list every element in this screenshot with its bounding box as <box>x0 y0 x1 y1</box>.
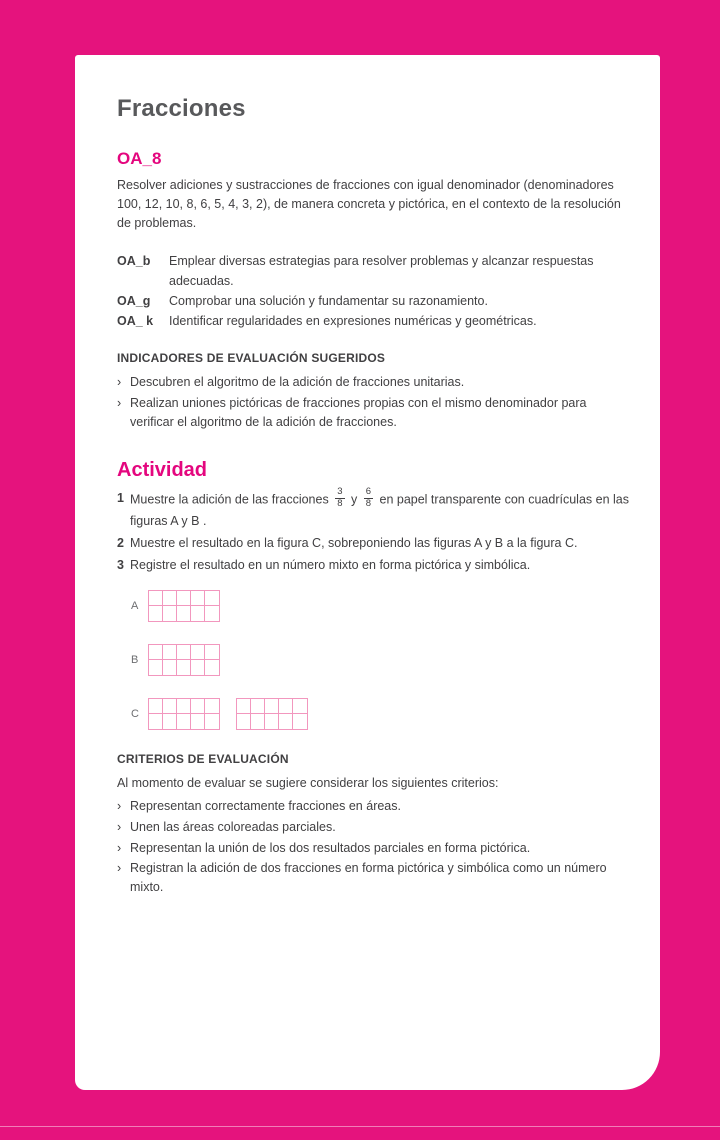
list-item-text: Representan correctamente fracciones en áreas. <box>130 799 401 814</box>
indicadores-heading: INDICADORES DE EVALUACIÓN SUGERIDOS <box>117 351 386 365</box>
list-item <box>117 394 630 432</box>
grid-cell <box>265 714 279 729</box>
figure-label: B <box>131 654 139 667</box>
footer-divider-line <box>0 1126 720 1127</box>
grid-cell <box>177 660 191 675</box>
chevron-bullet-icon: › <box>117 375 122 389</box>
oa-item <box>117 291 630 311</box>
content-card <box>75 55 660 1090</box>
indicadores-list <box>117 373 630 431</box>
step-number: 1 <box>117 491 124 506</box>
grid-cell <box>163 645 177 660</box>
grid-cell <box>251 714 265 729</box>
grid-cell <box>149 699 163 714</box>
fraction-grid-b <box>148 644 220 676</box>
grid-cell <box>163 591 177 606</box>
step-text <box>130 486 630 531</box>
figure-b-row <box>131 644 630 676</box>
grid-cell <box>191 699 205 714</box>
grid-cell <box>251 699 265 714</box>
grid-cell <box>191 714 205 729</box>
grid-cell <box>149 660 163 675</box>
fraction-numerator: 6 <box>365 486 372 498</box>
grid-cell <box>191 591 205 606</box>
oa-item-code: OA_g <box>117 294 151 308</box>
list-item <box>117 818 630 837</box>
figure-label: A <box>131 600 139 613</box>
fraction-denominator: 8 <box>365 498 372 510</box>
criterios-intro: Al momento de evaluar se sugiere considerar los siguientes criterios: <box>117 776 499 791</box>
chevron-bullet-icon: › <box>117 395 122 410</box>
grid-cell <box>177 645 191 660</box>
fraction-three-eighths <box>335 487 344 510</box>
grid-cell <box>149 591 163 606</box>
grid-cell <box>163 699 177 714</box>
fraction-grid-c2 <box>236 698 308 730</box>
grid-cell <box>163 660 177 675</box>
actividad-heading: Actividad <box>117 459 208 482</box>
page-title: Fracciones <box>117 95 246 122</box>
grid-cell <box>163 714 177 729</box>
activity-step <box>117 486 630 531</box>
grid-cell <box>279 714 293 729</box>
fraction-grid-c1 <box>148 698 220 730</box>
grid-cell <box>237 699 251 714</box>
list-item-text: Unen las áreas coloreadas parciales. <box>130 819 336 834</box>
grid-cell <box>205 606 219 621</box>
oa-item-code: OA_b <box>117 254 151 268</box>
list-item-text: Descubren el algoritmo de la adición de fracciones unitarias. <box>130 375 465 389</box>
step-number: 3 <box>117 557 124 572</box>
chevron-bullet-icon: › <box>117 861 122 876</box>
grid-cell <box>293 699 307 714</box>
figure-a-row <box>131 590 630 622</box>
oa-item <box>117 311 630 331</box>
chevron-bullet-icon: › <box>117 840 122 855</box>
oa-item-code: OA_ k <box>117 314 154 328</box>
step-number: 2 <box>117 535 124 550</box>
criterios-heading: CRITERIOS DE EVALUACIÓN <box>117 752 289 767</box>
grid-cell <box>279 699 293 714</box>
grid-cell <box>163 606 177 621</box>
grid-cell <box>177 699 191 714</box>
activity-steps <box>117 486 630 574</box>
oa-item-text: Identificar regularidades en expresiones numéricas y geométricas. <box>169 314 537 328</box>
list-item <box>117 839 630 858</box>
grid-cell <box>149 606 163 621</box>
list-item <box>117 859 630 897</box>
grid-cell <box>177 606 191 621</box>
grid-cell <box>205 645 219 660</box>
fraction-denominator: 8 <box>337 498 343 510</box>
list-item-text: Realizan uniones pictóricas de fracciones propias con el mismo denominador para verificar el algoritmo de la adición de fracciones. <box>130 395 587 429</box>
list-item <box>117 373 630 392</box>
step-text-post: en papel transparente con cuadrículas en las figuras A y B . <box>130 492 629 529</box>
fraction-numerator: 3 <box>337 486 343 498</box>
step-text: Muestre el resultado en la figura C, sobreponiendo las figuras A y B a la figura C. <box>130 535 578 550</box>
list-item <box>117 797 630 816</box>
figure-c-row <box>131 698 630 730</box>
grid-cell <box>191 645 205 660</box>
oa-item <box>117 251 630 291</box>
figure-label: C <box>131 708 139 721</box>
grid-cell <box>237 714 251 729</box>
activity-step <box>117 556 630 575</box>
grid-cell <box>205 591 219 606</box>
oa-objectives-list <box>117 251 630 331</box>
step-text-pre: Muestre la adición de las fracciones <box>130 492 329 507</box>
grid-cell <box>205 660 219 675</box>
fraction-six-eighths <box>364 487 373 510</box>
chevron-bullet-icon: › <box>117 819 122 834</box>
grid-cell <box>149 714 163 729</box>
grid-cell <box>191 606 205 621</box>
grid-cell <box>205 699 219 714</box>
grid-cell <box>149 645 163 660</box>
activity-step <box>117 534 630 553</box>
grid-cell <box>293 714 307 729</box>
oa8-heading: OA_8 <box>117 149 162 168</box>
oa8-description: Resolver adiciones y sustracciones de fracciones con igual denominador (denominadores 100, 12, 10, 8, 6, 5, 4, 3, 2), de manera concreta y pictórica, en el contexto de la resolución de problemas. <box>117 178 621 230</box>
fraction-grid-a <box>148 590 220 622</box>
step-text: Registre el resultado en un número mixto en forma pictórica y simbólica. <box>130 557 531 572</box>
chevron-bullet-icon: › <box>117 799 122 814</box>
oa-item-text: Emplear diversas estrategias para resolver problemas y alcanzar respuestas adecuadas. <box>169 254 594 288</box>
list-item-text: Representan la unión de los dos resultados parciales en forma pictórica. <box>130 840 531 855</box>
oa-item-text: Comprobar una solución y fundamentar su razonamiento. <box>169 294 488 308</box>
grid-cell <box>191 660 205 675</box>
criterios-list <box>117 797 630 897</box>
figures-container <box>131 590 630 730</box>
criterios-section <box>117 752 630 897</box>
grid-cell <box>177 591 191 606</box>
grid-cell <box>265 699 279 714</box>
list-item-text: Registran la adición de dos fracciones en forma pictórica y simbólica como un número mixto. <box>130 861 607 895</box>
grid-cell <box>205 714 219 729</box>
grid-cell <box>177 714 191 729</box>
step-text-mid: y <box>350 492 358 507</box>
